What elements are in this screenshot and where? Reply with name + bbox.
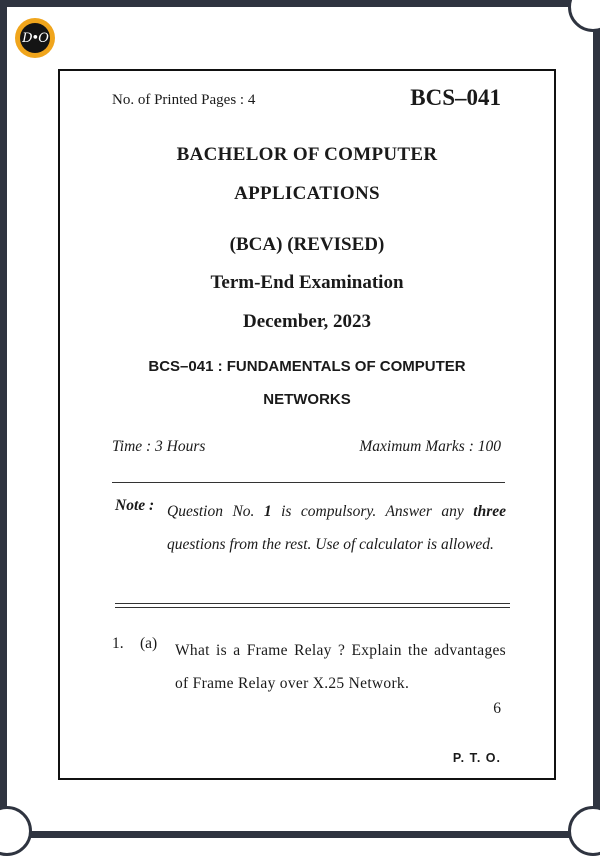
- course-title-line-2: NETWORKS: [263, 391, 351, 408]
- course-code: BCS–041: [410, 85, 501, 110]
- divider-line: [112, 482, 505, 483]
- note-text-part: Question No.: [167, 503, 264, 520]
- title-line-3: (BCA) (REVISED): [229, 234, 385, 255]
- exam-time: Time : 3 Hours: [112, 438, 206, 455]
- question-text: What is a Frame Relay ? Explain the advantages of Frame Relay over X.25 Network.: [175, 642, 506, 692]
- course-title-line-1: BCS–041 : FUNDAMENTALS OF COMPUTER: [148, 358, 466, 375]
- note-text-part: is compulsory. Answer any: [271, 503, 474, 520]
- please-turn-over: P. T. O.: [452, 751, 501, 765]
- question-number: 1.: [112, 635, 124, 652]
- exam-paper: [58, 69, 556, 780]
- note-bold-three: three: [473, 503, 507, 520]
- note-text: [167, 495, 506, 561]
- title-line-1: BACHELOR OF COMPUTER: [176, 144, 438, 165]
- question-sub-part: (a): [140, 635, 158, 652]
- maximum-marks: Maximum Marks : 100: [359, 438, 501, 455]
- title-line-2: APPLICATIONS: [234, 183, 380, 204]
- note-label: Note :: [115, 497, 155, 514]
- exam-type: Term-End Examination: [210, 272, 404, 293]
- note-text-part: questions from the rest. Use of calculator is allowed.: [167, 536, 494, 553]
- question-marks: 6: [493, 700, 501, 717]
- printed-pages: No. of Printed Pages : 4: [112, 92, 256, 108]
- corner-decoration-bottom-right: [568, 806, 600, 856]
- brand-logo-icon: [15, 18, 55, 58]
- note-bold-number: 1: [263, 503, 272, 520]
- corner-decoration-bottom-left: [0, 806, 32, 856]
- corner-decoration-top-right: [568, 0, 600, 32]
- logo-text: D•O: [20, 23, 50, 53]
- exam-date: December, 2023: [242, 311, 372, 332]
- double-divider-line: [115, 603, 510, 608]
